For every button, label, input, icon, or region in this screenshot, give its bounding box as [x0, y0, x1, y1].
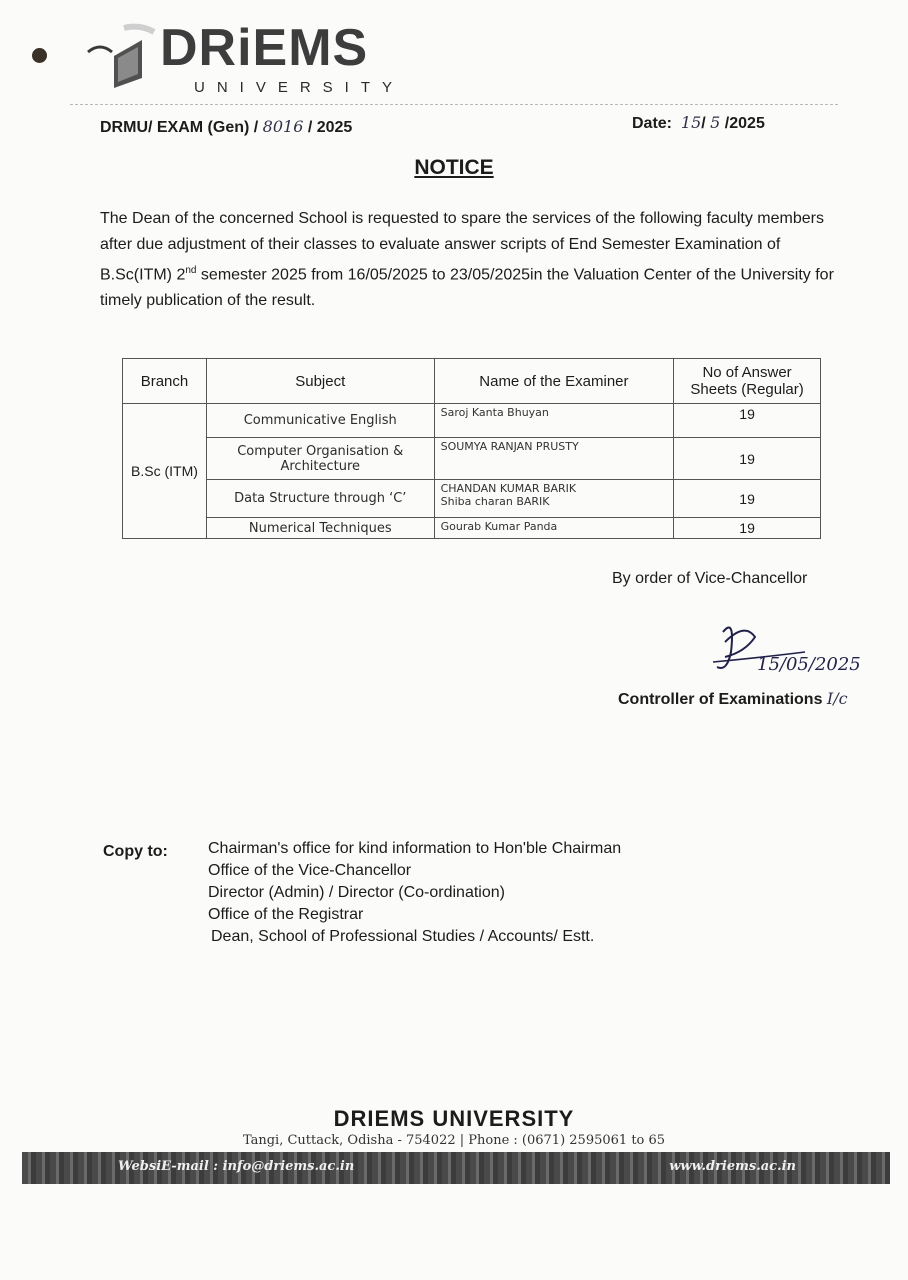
notice-title: NOTICE — [414, 156, 494, 179]
body-part2: semester 2025 from 16/05/2025 to 23/05/2025in the Valuation Center of the University for timely publication of the result. — [100, 266, 834, 310]
controller-text: Controller of Examinations — [618, 691, 823, 708]
notice-body — [100, 206, 840, 314]
header-divider — [70, 104, 838, 105]
date-label: Date: — [632, 115, 673, 132]
table-row — [123, 404, 821, 438]
header-examiner: Name of the Examiner — [434, 359, 674, 404]
list-item: Chairman's office for kind information to Hon'ble Chairman — [208, 840, 622, 857]
copy-to-list — [208, 838, 621, 948]
count-cell: 19 — [674, 438, 821, 480]
reference-number — [100, 117, 352, 137]
date-month: 5 — [710, 113, 721, 132]
list-item: Office of the Registrar — [208, 906, 364, 923]
header-answer-sheets: No of Answer Sheets (Regular) — [674, 359, 821, 404]
subject-cell: Communicative English — [206, 404, 434, 438]
bullet-dot — [32, 48, 47, 63]
table-row — [123, 480, 821, 518]
header-subject: Subject — [206, 359, 434, 404]
subject-cell: Data Structure through ‘C’ — [206, 480, 434, 518]
controller-suffix: I/c — [826, 689, 848, 708]
date-day: 15 — [680, 113, 702, 132]
ref-prefix: DRMU/ EXAM (Gen) / — [100, 119, 259, 136]
ref-suffix: / 2025 — [307, 119, 353, 136]
body-superscript: nd — [185, 265, 197, 276]
table-row — [123, 518, 821, 539]
count-cell: 19 — [674, 404, 821, 438]
footer-address: Tangi, Cuttack, Odisha - 754022 | Phone : (0671) 2595061 to 65 — [242, 1133, 666, 1148]
date-year: /2025 — [724, 115, 765, 132]
brand-name: DRiEMS — [160, 19, 369, 77]
subject-cell: Computer Organisation & Architecture — [206, 438, 434, 480]
handwritten-date: 15/05/2025 — [757, 654, 861, 675]
examiner-name-2: Shiba charan BARIK — [440, 495, 550, 508]
list-item: Office of the Vice-Chancellor — [208, 862, 412, 879]
notice-date: Date: 15/ 5 /2025 — [632, 113, 765, 132]
footer-email: WebsiE-mail : info@driems.ac.in — [118, 1159, 355, 1174]
controller-title — [618, 689, 848, 709]
examiner-cell: SOUMYA RANJAN PRUSTY — [434, 438, 674, 480]
header-branch: Branch — [123, 359, 207, 404]
signature-icon — [705, 612, 875, 692]
ref-number-handwritten: 8016 — [262, 117, 304, 136]
examiner-cell — [434, 480, 674, 518]
branch-cell: B.Sc (ITM) — [123, 404, 207, 539]
by-order-text: By order of Vice-Chancellor — [612, 570, 808, 587]
table-header-row — [123, 359, 821, 404]
footer-website: www.driems.ac.in — [669, 1159, 796, 1174]
footer-bar — [22, 1152, 890, 1184]
table-row — [123, 438, 821, 480]
university-logo-icon — [80, 22, 160, 92]
count-cell: 19 — [674, 480, 821, 518]
subject-cell: Numerical Techniques — [206, 518, 434, 539]
examiner-cell: Saroj Kanta Bhuyan — [434, 404, 674, 438]
footer-university-name: DRIEMS UNIVERSITY — [333, 1106, 575, 1131]
list-item: Director (Admin) / Director (Co-ordination) — [208, 884, 505, 901]
brand-subtitle: UNIVERSITY — [194, 79, 405, 96]
examiner-cell: Gourab Kumar Panda — [434, 518, 674, 539]
copy-to-label: Copy to: — [103, 843, 168, 860]
body-part1: The Dean of the concerned School is requested to spare the services of the following faculty members after due adjustment of their classes to evaluate answer scripts of End Semester Examination of B.Sc(ITM) 2 — [100, 210, 824, 284]
examiner-table — [122, 358, 821, 539]
examiner-name-1: CHANDAN KUMAR BARIK — [440, 482, 577, 495]
list-item: Dean, School of Professional Studies / Accounts/ Estt. — [211, 928, 595, 945]
count-cell: 19 — [674, 518, 821, 539]
